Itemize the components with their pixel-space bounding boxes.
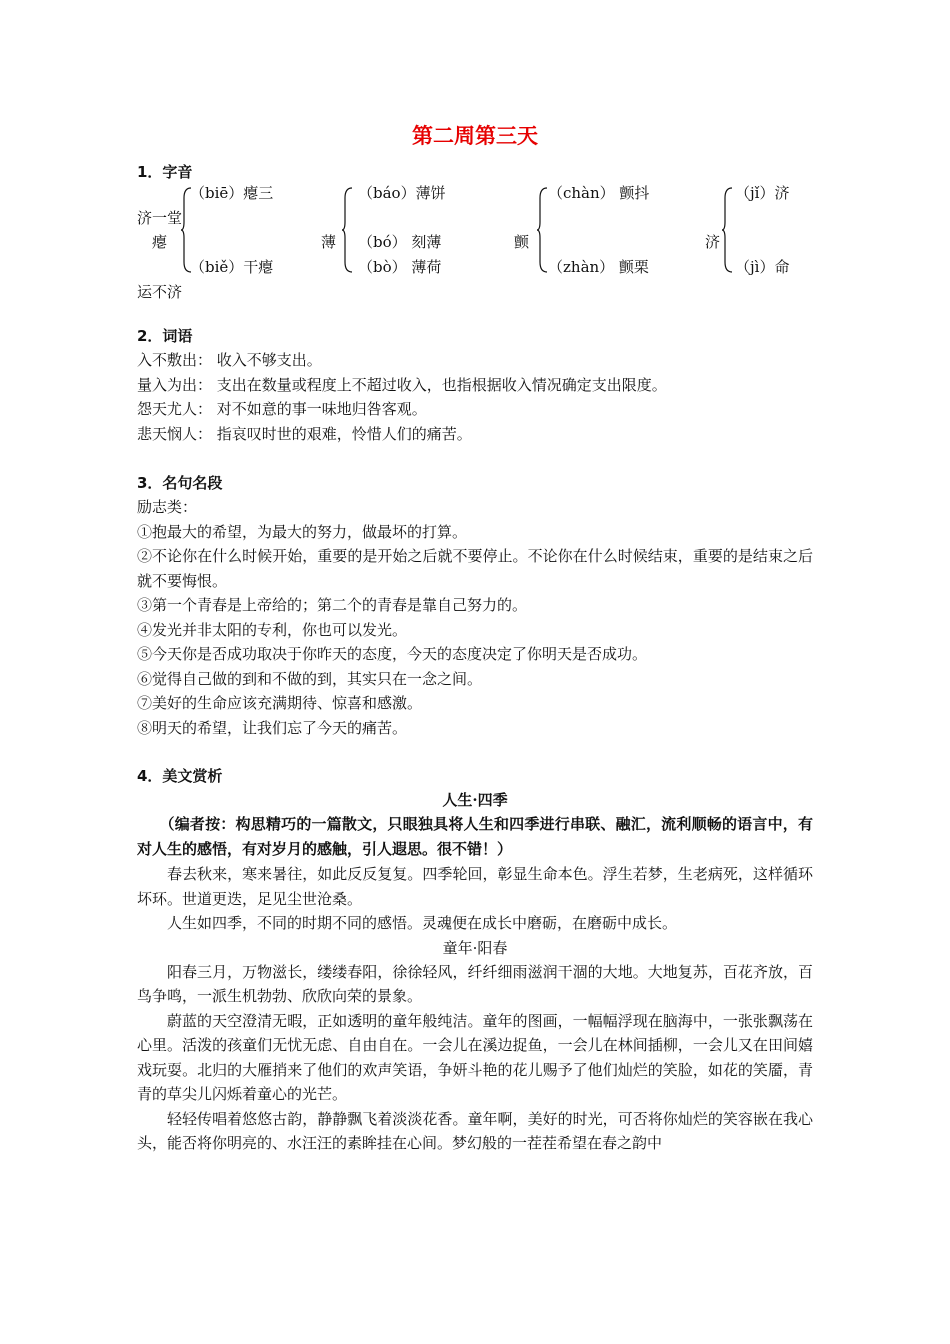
article-paragraph: 轻轻传唱着悠悠古韵，静静飘飞着淡淡花香。童年啊，美好的时光，可否将你灿烂的笑容嵌在我心头，能否将你明亮的、水汪汪的素眸挂在心间。梦幻般的一茬茬希望在春之韵中: [137, 1109, 813, 1152]
article-title: 人生·四季: [442, 791, 508, 809]
quote-item: ⑧明天的希望，让我们忘了今天的痛苦。: [137, 718, 408, 737]
section-heading-quotes: 3．名句名段: [137, 474, 223, 492]
pron-g1-left1: 济一堂: [137, 209, 183, 227]
pron-g4-top: （jǐ）济: [735, 184, 790, 202]
page-title: 第二周第三天: [412, 124, 538, 148]
article-paragraph: 人生如四季，不同的时期不同的感悟。灵魂便在成长中磨砺，在磨砺中成长。: [167, 914, 678, 932]
pron-g3-char: 颤: [514, 233, 530, 251]
quote-item: ①抱最大的希望，为最大的努力，做最坏的打算。: [137, 522, 468, 541]
section-heading-vocabulary: 2．词语: [137, 327, 193, 345]
quote-item: ⑥觉得自己做的到和不做的到，其实只在一念之间。: [137, 669, 483, 688]
pron-g4-bot: （jì）命: [735, 258, 790, 276]
pron-g2-top: （báo）薄饼: [358, 184, 446, 202]
editor-note: （编者按：构思精巧的一篇散文，只眼独具将人生和四季进行串联、融汇，流利顺畅的语言中，有对人生的感悟，有对岁月的感触，引人遐思。很不错！）: [137, 815, 813, 858]
pron-g4-char: 济: [705, 233, 721, 251]
brace-icon: [342, 186, 354, 274]
brace-icon: [181, 186, 193, 274]
vocab-item: 怨天尤人： 对不如意的事一味地归咎客观。: [137, 400, 427, 418]
quote-item: ③第一个青春是上帝给的；第二个的青春是靠自己努力的。: [137, 596, 528, 614]
pron-g3-bot: （zhàn） 颤栗: [548, 258, 649, 276]
quote-item: ⑤今天你是否成功取决于你昨天的态度，今天的态度决定了你明天是否成功。: [137, 645, 648, 663]
brace-icon: [537, 186, 549, 274]
article-paragraph: 蔚蓝的天空澄清无暇，正如透明的童年般纯洁。童年的图画，一幅幅浮现在脑海中，一张张飘荡在心里。活泼的孩童们无忧无虑、自由自在。一会儿在溪边捉鱼，一会儿在林间插柳，一会儿又在田间嬉戏玩耍。北归的大雁捎来了他们的欢声笑语，争妍斗艳的花儿赐予了他们灿烂的笑脸，如花的笑靥，青青的草尖儿闪烁着童心的光芒。: [137, 1011, 813, 1103]
vocab-item: 悲天悯人： 指哀叹时世的艰难，怜惜人们的痛苦。: [137, 424, 472, 443]
article-subtitle: 童年·阳春: [442, 938, 508, 957]
pron-g1-left2: 瘪: [152, 233, 168, 251]
pron-g2-mid: （bó） 刻薄: [358, 233, 442, 251]
section-heading-essay: 4．美文赏析: [137, 767, 223, 785]
pron-g1-top: （biē）瘪三: [190, 184, 274, 202]
article-paragraph: 阳春三月，万物滋长，缕缕春阳，徐徐轻风，纤纤细雨滋润干涸的大地。大地复苏，百花齐放，百鸟争鸣，一派生机勃勃、欣欣向荣的景象。: [137, 962, 813, 1005]
section-heading-pronunciation: 1．字音: [137, 163, 193, 181]
quote-item: ②不论你在什么时候开始，重要的是开始之后就不要停止。不论你在什么时候结束，重要的是结束之后就不要悔恨。: [137, 547, 813, 590]
pron-g1-bot: （biě）干瘪: [190, 258, 274, 276]
pronunciation-block: [137, 184, 813, 309]
vocab-item: 入不敷出： 收入不够支出。: [137, 351, 322, 369]
quote-item: ④发光并非太阳的专利，你也可以发光。: [137, 620, 408, 639]
vocab-item: 量入为出： 支出在数量或程度上不超过收入，也指根据收入情况确定支出限度。: [137, 375, 667, 394]
pron-g2-bot: （bò） 薄荷: [358, 258, 442, 276]
pron-g2-char: 薄: [321, 233, 337, 251]
document-page: [137, 120, 813, 1156]
pron-tail: 运不济: [137, 283, 183, 301]
quotes-category: 励志类：: [137, 498, 198, 516]
quote-item: ⑦美好的生命应该充满期待、惊喜和感激。: [137, 694, 423, 712]
brace-icon: [722, 186, 734, 274]
pron-g3-top: （chàn） 颤抖: [548, 184, 650, 202]
article-paragraph: 春去秋来，寒来暑往，如此反反复复。四季轮回，彰显生命本色。浮生若梦，生老病死，这样循环坏环。世道更迭，足见尘世沧桑。: [137, 865, 813, 908]
